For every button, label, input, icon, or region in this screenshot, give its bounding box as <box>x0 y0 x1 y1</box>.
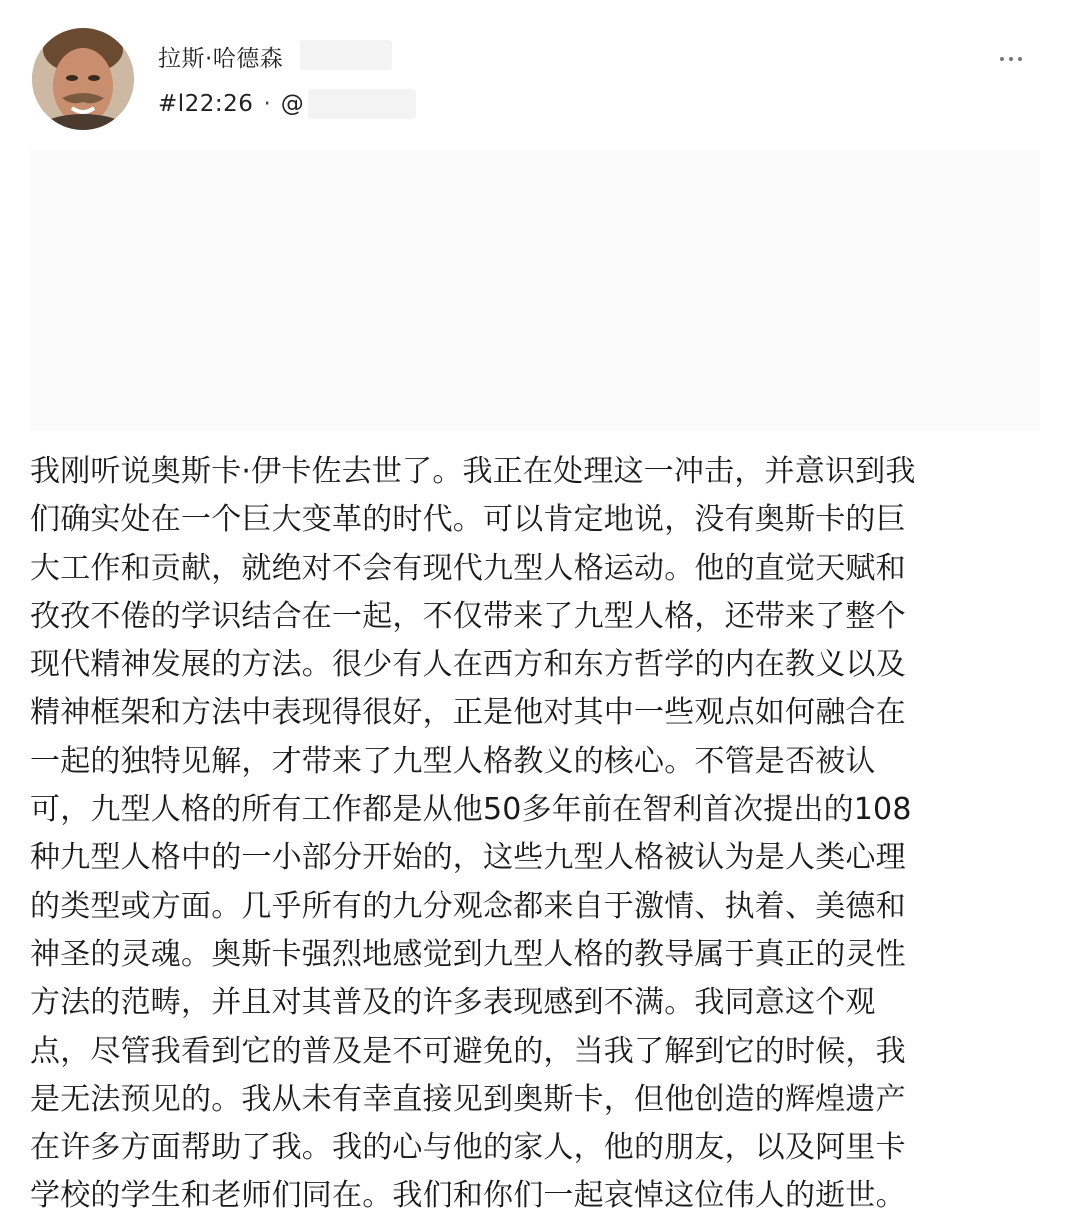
post-line: 方法的范畴，并且对其普及的许多表现感到不满。我同意这个观 <box>30 985 876 1021</box>
post-line: 的类型或方面。几乎所有的九分观念都来自于激情、执着、美德和 <box>30 888 906 924</box>
avatar[interactable] <box>32 28 134 130</box>
post-meta <box>158 88 416 120</box>
more-dot <box>1018 57 1022 61</box>
post-line: 我刚听说奥斯卡·伊卡佐去世了。我正在处理这一冲击，并意识到我 <box>30 454 916 489</box>
avatar-photo <box>32 28 134 130</box>
more-dot <box>1000 57 1004 61</box>
post-line: 现代精神发展的方法。很少有人在西方和东方哲学的内在教义以及 <box>30 647 906 683</box>
post-line: 是无法预见的。我从未有幸直接见到奥斯卡，但他创造的辉煌遗产 <box>30 1081 906 1117</box>
author-name[interactable]: 拉斯·哈德森 <box>158 46 284 72</box>
redacted-content-area <box>30 150 1040 430</box>
redacted-name-block <box>300 40 392 70</box>
post-line: 在许多方面帮助了我。我的心与他的家人，他的朋友，以及阿里卡 <box>30 1130 906 1166</box>
post-line: 孜孜不倦的学识结合在一起，不仅带来了九型人格，还带来了整个 <box>30 598 906 634</box>
post-line: 们确实处在一个巨大变革的时代。可以肯定地说，没有奥斯卡的巨 <box>30 502 906 538</box>
redacted-handle-block <box>308 89 416 119</box>
post-line: 大工作和贡献，就绝对不会有现代九型人格运动。他的直觉天赋和 <box>30 550 906 586</box>
post-line: 学校的学生和老师们同在。我们和你们一起哀悼这位伟人的逝世。 <box>30 1178 906 1214</box>
post-line: 种九型人格中的一小部分开始的，这些九型人格被认为是人类心理 <box>30 840 906 876</box>
post-body <box>30 448 1045 1215</box>
post-line: 点，尽管我看到它的普及是不可避免的，当我了解到它的时候，我 <box>30 1033 906 1069</box>
post-time: #l22:26 <box>158 91 254 117</box>
more-icon[interactable] <box>1000 50 1022 68</box>
post-line: 一起的独特见解，才带来了九型人格教义的核心。不管是否被认 <box>30 743 876 779</box>
meta-separator: · <box>263 91 271 117</box>
post-line: 神圣的灵魂。奥斯卡强烈地感觉到九型人格的教导属于真正的灵性 <box>30 936 906 972</box>
post-line: 可，九型人格的所有工作都是从他50多年前在智利首次提出的108 <box>30 792 912 828</box>
mention-icon[interactable]: @ <box>280 91 304 117</box>
post-line: 精神框架和方法中表现得很好，正是他对其中一些观点如何融合在 <box>30 695 906 731</box>
more-dot <box>1009 57 1013 61</box>
